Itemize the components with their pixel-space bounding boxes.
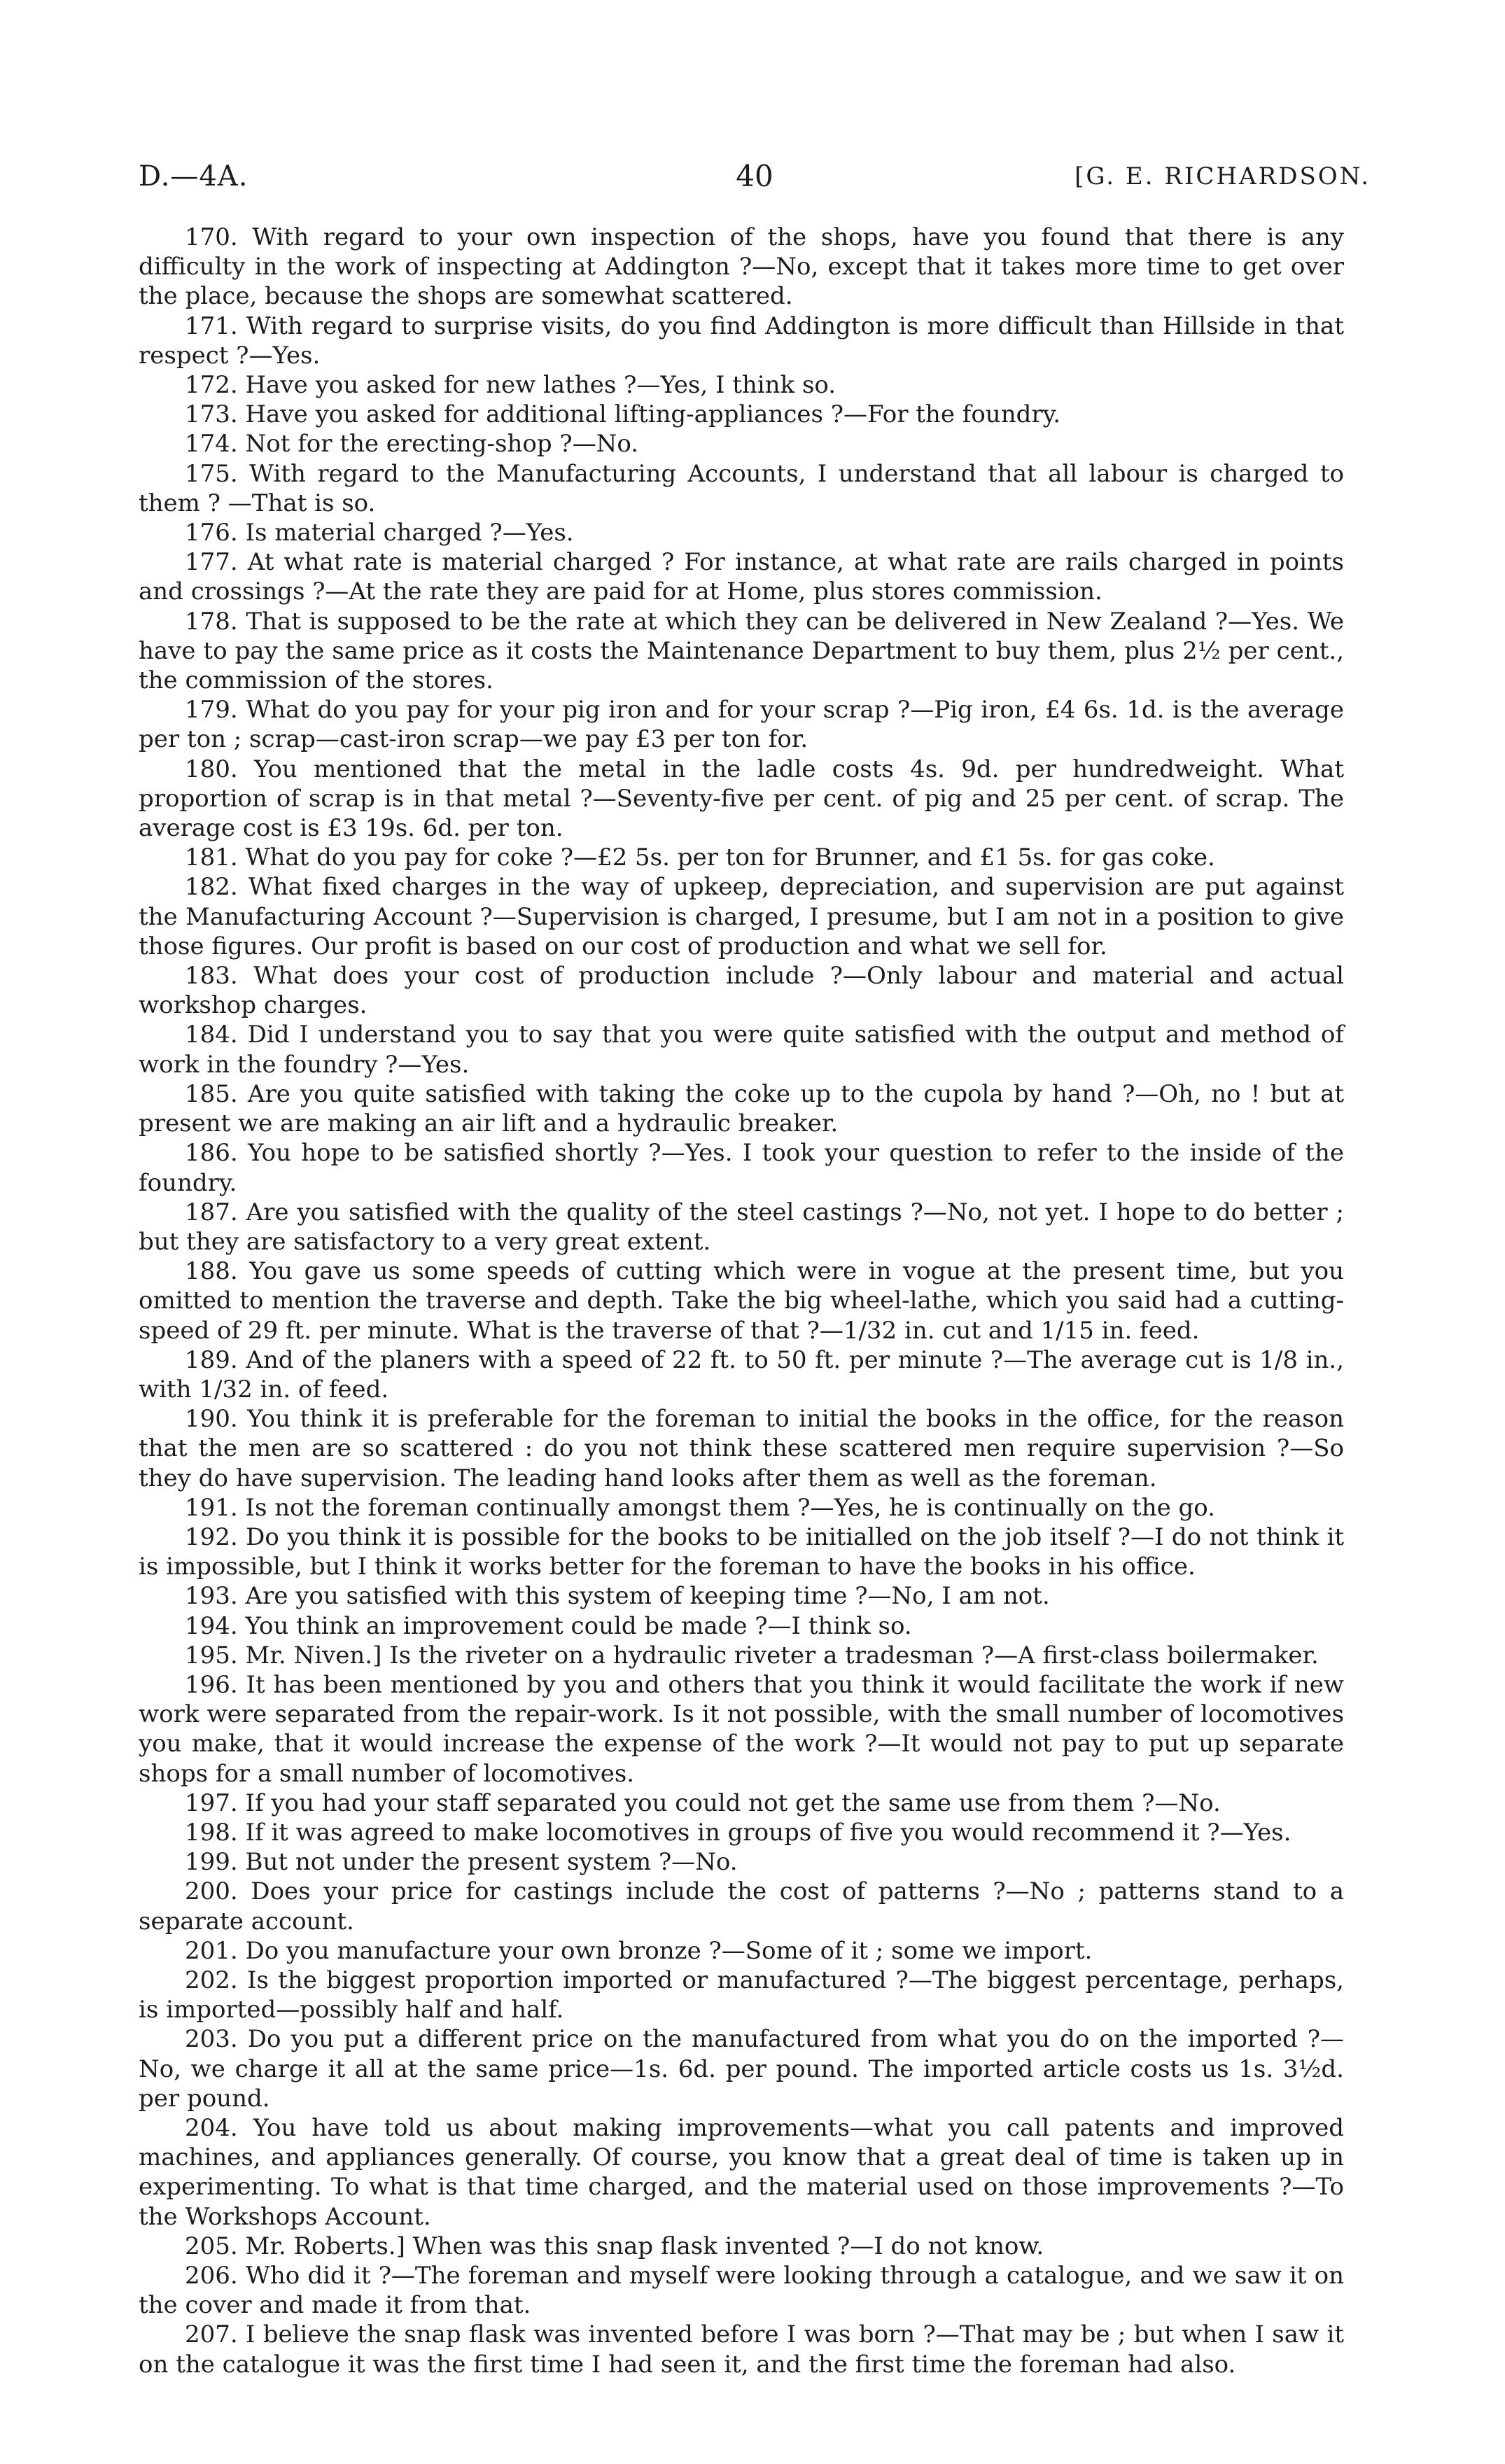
question-183: 183. What does your cost of production include ?—Only labour and material and actual workshop charges. <box>139 962 1344 1020</box>
question-196: 196. It has been mentioned by you and others that you think it would facilitate the work if new work were separated from the repair-work. Is it not possible, with the small number of locomotives you make, that it would increase the expense of the work ?—It would not pay to put up separate shops for a small number of locomotives. <box>139 1670 1344 1788</box>
witness-name: [G. E. RICHARDSON. <box>1074 162 1371 190</box>
question-176: 176. Is material charged ?—Yes. <box>185 519 574 547</box>
question-173: 173. Have you asked for additional lifting-appliances ?—For the foundry. <box>185 400 1061 429</box>
question-186: 186. You hope to be satisfied shortly ?—Yes. I took your question to refer to the inside of the foundry. <box>139 1139 1344 1197</box>
question-203: 203. Do you put a different price on the manufactured from what you do on the imported ?—No, we charge it all at the same price—1s. 6d. per pound. The imported article costs us 1s. 3½d. per pound. <box>139 2025 1344 2113</box>
question-185: 185. Are you quite satisfied with taking the coke up to the cupola by hand ?—Oh, no ! but at present we are making an air lift and a hydraulic breaker. <box>139 1079 1344 1138</box>
question-181: 181. What do you pay for coke ?—£2 5s. per ton for Brunner, and £1 5s. for gas coke. <box>185 844 1215 872</box>
question-178: 178. That is supposed to be the rate at which they can be delivered in New Zealand ?—Yes. We have to pay the same price as it costs the Maintenance Department to buy them, plus 2½ per cent., the commission of the stores. <box>139 607 1344 695</box>
question-189: 189. And of the planers with a speed of 22 ft. to 50 ft. per minute ?—The average cut is 1/8 in., with 1/32 in. of feed. <box>139 1345 1344 1404</box>
question-195: 195. Mr. Niven.] Is the riveter on a hydraulic riveter a tradesman ?—A first-class boilermaker. <box>185 1641 1319 1670</box>
question-174: 174. Not for the erecting-shop ?—No. <box>185 430 639 458</box>
question-172: 172. Have you asked for new lathes ?—Yes, I think so. <box>185 371 836 400</box>
question-193: 193. Are you satisfied with this system of keeping time ?—No, I am not. <box>185 1582 1050 1611</box>
question-192: 192. Do you think it is possible for the books to be initialled on the job itself ?—I do not think it is impossible, but I think it works better for the foreman to have the books in his office. <box>139 1522 1344 1581</box>
question-180: 180. You mentioned that the metal in the ladle costs 4s. 9d. per hundredweight. What proportion of scrap is in that metal ?—Seventy-five per cent. of pig and 25 per cent. of scrap. The average cost is £3 19s. 6d. per ton. <box>139 755 1344 843</box>
question-199: 199. But not under the present system ?—No. <box>185 1848 738 1877</box>
question-205: 205. Mr. Roberts.] When was this snap flask invented ?—I do not know. <box>185 2232 1044 2260</box>
question-202: 202. Is the biggest proportion imported or manufactured ?—The biggest percentage, perhaps, is imported—possibly half and half. <box>139 1966 1344 2024</box>
question-184: 184. Did I understand you to say that you were quite satisfied with the output and method of work in the foundry ?—Yes. <box>139 1021 1344 1079</box>
testimony-text <box>139 223 1344 2379</box>
question-177: 177. At what rate is material charged ? For instance, at what rate are rails charged in points and crossings ?—At the rate they are paid for at Home, plus stores commission. <box>139 548 1344 606</box>
question-204: 204. You have told us about making improvements—what you call patents and improved machines, and appliances generally. Of course, you know that a great deal of time is taken up in experimenting. To what is that time charged, and the material used on those improvements ?—To the Workshops Account. <box>139 2114 1344 2231</box>
question-206: 206. Who did it ?—The foreman and myself were looking through a catalogue, and we saw it on the cover and made it from that. <box>139 2262 1344 2320</box>
question-187: 187. Are you satisfied with the quality of the steel castings ?—No, not yet. I hope to do better ; but they are satisfactory to a very great extent. <box>139 1198 1344 1256</box>
question-190: 190. You think it is preferable for the foreman to initial the books in the office, for the reason that the men are so scattered : do you not think these scattered men require supervision ?—So they do have supervision. The leading hand looks after them as well as the foreman. <box>139 1405 1344 1492</box>
question-171: 171. With regard to surprise visits, do you find Addington is more difficult than Hillside in that respect ?—Yes. <box>139 312 1344 370</box>
page-number: 40 <box>736 159 774 193</box>
question-179: 179. What do you pay for your pig iron and for your scrap ?—Pig iron, £4 6s. 1d. is the average per ton ; scrap—cast-iron scrap—we pay £3 per ton for. <box>139 696 1344 754</box>
question-194: 194. You think an improvement could be made ?—I think so. <box>185 1611 912 1640</box>
question-201: 201. Do you manufacture your own bronze ?—Some of it ; some we import. <box>185 1936 1093 1965</box>
question-200: 200. Does your price for castings include the cost of patterns ?—No ; patterns stand to a separate account. <box>139 1877 1344 1935</box>
question-182: 182. What fixed charges in the way of upkeep, depreciation, and supervision are put against the Manufacturing Account ?—Supervision is charged, I presume, but I am not in a position to give those figures. Our profit is based on our cost of production and what we sell for. <box>139 873 1344 960</box>
question-198: 198. If it was agreed to make locomotives in groups of five you would recommend it ?—Yes. <box>185 1818 1292 1847</box>
question-170: 170. With regard to your own inspection of the shops, have you found that there is any difficulty in the work of inspecting at Addington ?—No, except that it takes more time to get over the place, because the shops are somewhat scattered. <box>139 223 1344 311</box>
question-197: 197. If you had your staff separated you could not get the same use from them ?—No. <box>185 1788 1221 1817</box>
question-188: 188. You gave us some speeds of cutting which were in vogue at the present time, but you omitted to mention the traverse and depth. Take the big wheel-lathe, which you said had a cutting-speed of 29 ft. per minute. What is the traverse of that ?—1/32 in. cut and 1/15 in. feed. <box>139 1257 1344 1345</box>
question-207: 207. I believe the snap flask was invented before I was born ?—That may be ; but when I saw it on the catalogue it was the first time I had seen it, and the first time the foreman had also. <box>139 2320 1344 2379</box>
question-191: 191. Is not the foreman continually amongst them ?—Yes, he is continually on the go. <box>185 1493 1215 1522</box>
document-reference: D.—4A. <box>139 160 248 192</box>
page-header <box>139 155 1371 197</box>
question-175: 175. With regard to the Manufacturing Accounts, I understand that all labour is charged to them ? —That is so. <box>139 459 1344 517</box>
